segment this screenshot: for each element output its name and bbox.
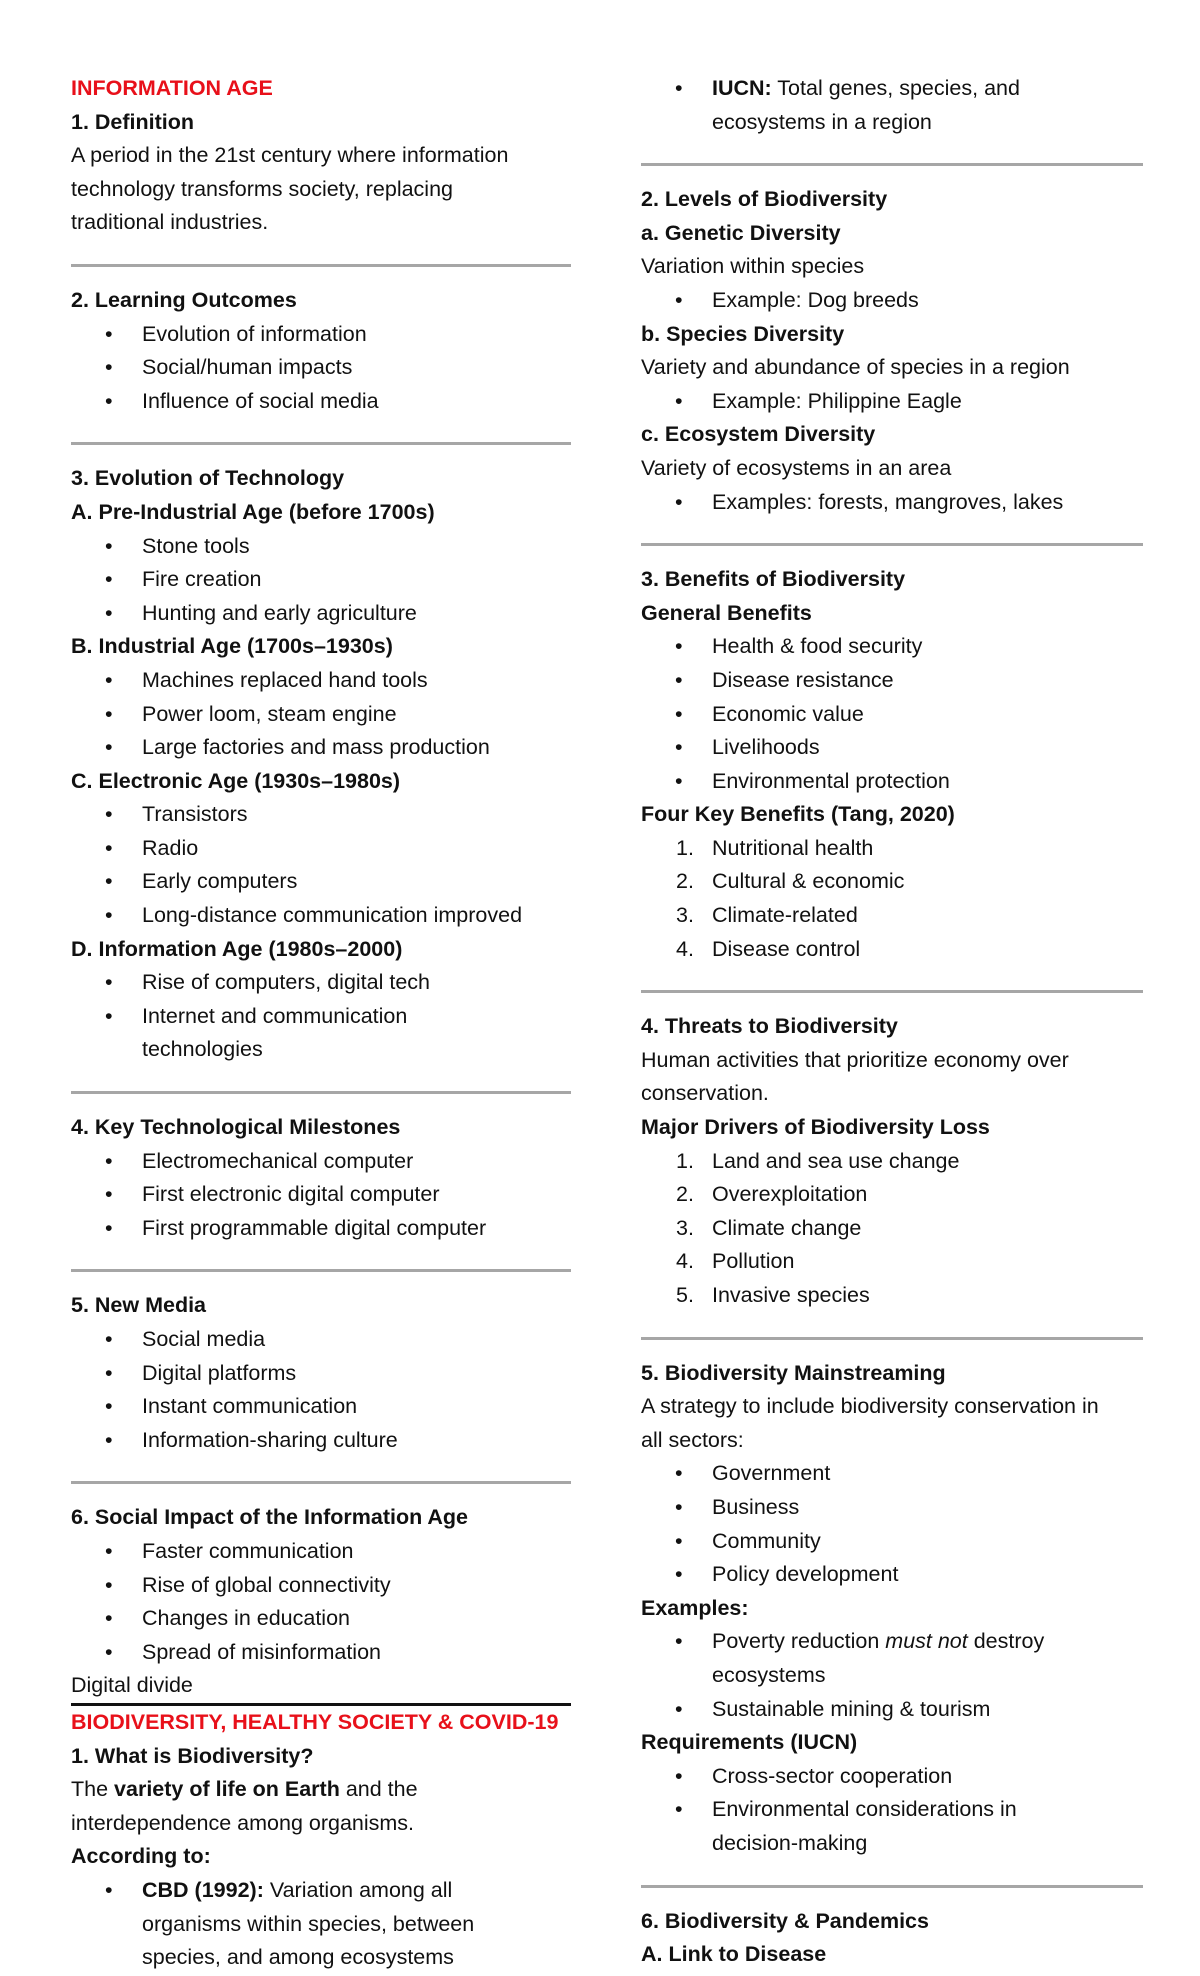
- list-item: • Poverty reduction must not destroy: [675, 1629, 1045, 1654]
- list-item: • Stone tools: [105, 533, 250, 558]
- subheading-species-diversity: b. Species Diversity: [641, 321, 845, 346]
- list-item: • Large factories and mass production: [105, 735, 490, 760]
- divider: [641, 1885, 1143, 1888]
- list-item: • Hunting and early agriculture: [105, 600, 417, 625]
- numbered-item: 5. Invasive species: [676, 1283, 870, 1307]
- list-item-continuation: ecosystems: [712, 1662, 826, 1687]
- list-item: • Fire creation: [105, 567, 262, 592]
- subheading-electronic: C. Electronic Age (1930s–1980s): [71, 768, 401, 793]
- section-title-information-age: INFORMATION AGE: [71, 76, 273, 100]
- text-threats-cont: conservation.: [641, 1081, 769, 1106]
- text-mainstreaming-cont: all sectors:: [641, 1427, 744, 1452]
- text-mainstreaming: A strategy to include biodiversity conservation in: [641, 1394, 1099, 1419]
- list-item: • Example: Philippine Eagle: [675, 388, 962, 413]
- list-item: • Government: [675, 1461, 831, 1486]
- subheading-ecosystem-diversity: c. Ecosystem Diversity: [641, 422, 876, 447]
- subheading-major-drivers: Major Drivers of Biodiversity Loss: [641, 1115, 990, 1140]
- list-item-cbd: • CBD (1992): Variation among all: [105, 1877, 453, 1902]
- divider: [71, 1091, 571, 1094]
- list-item: • Internet and communication: [105, 1003, 408, 1028]
- heading-definition: 1. Definition: [71, 109, 195, 134]
- list-item: • Disease resistance: [675, 667, 894, 692]
- numbered-item: 1. Nutritional health: [676, 835, 874, 860]
- subheading-four-key-benefits: Four Key Benefits (Tang, 2020): [641, 802, 955, 827]
- heading-evolution-of-technology: 3. Evolution of Technology: [71, 466, 345, 491]
- list-item: • Digital platforms: [105, 1360, 297, 1385]
- heading-mainstreaming: 5. Biodiversity Mainstreaming: [641, 1360, 946, 1385]
- subheading-genetic-diversity: a. Genetic Diversity: [641, 220, 841, 245]
- list-item-continuation: species, and among ecosystems: [142, 1945, 454, 1970]
- list-item: • Economic value: [675, 701, 864, 726]
- divider: [71, 264, 571, 267]
- heading-learning-outcomes: 2. Learning Outcomes: [71, 287, 297, 312]
- definition-line: technology transforms society, replacing: [71, 176, 454, 201]
- subheading-requirements: Requirements (IUCN): [641, 1730, 858, 1755]
- numbered-item: 3. Climate-related: [676, 903, 858, 928]
- numbered-item: 4. Pollution: [676, 1249, 795, 1274]
- list-item-iucn: • IUCN: Total genes, species, and: [675, 76, 1020, 100]
- subheading-link-to-disease: A. Link to Disease: [641, 1942, 827, 1967]
- list-item: • Business: [675, 1494, 800, 1519]
- definition-line: A period in the 21st century where information: [71, 143, 509, 168]
- list-item: • Evolution of information: [105, 321, 367, 346]
- subheading-general-benefits: General Benefits: [641, 600, 812, 625]
- list-item: • First programmable digital computer: [105, 1215, 487, 1240]
- text-digital-divide: Digital divide: [71, 1673, 193, 1698]
- list-item-continuation: decision-making: [712, 1830, 868, 1855]
- divider: [641, 543, 1143, 546]
- list-item: • Radio: [105, 835, 199, 860]
- list-item: • Machines replaced hand tools: [105, 667, 428, 692]
- list-item: • Faster communication: [105, 1538, 354, 1563]
- list-item: • Rise of computers, digital tech: [105, 970, 430, 995]
- list-item: • Community: [675, 1528, 821, 1553]
- list-item-continuation: organisms within species, between: [142, 1911, 475, 1936]
- subheading-pre-industrial: A. Pre-Industrial Age (before 1700s): [71, 499, 435, 524]
- list-item: • Examples: forests, mangroves, lakes: [675, 489, 1064, 514]
- heading-threats: 4. Threats to Biodiversity: [641, 1014, 898, 1039]
- numbered-item: 1. Land and sea use change: [676, 1148, 960, 1173]
- divider: [71, 1481, 571, 1484]
- text-species-diversity: Variety and abundance of species in a region: [641, 355, 1070, 380]
- list-item: • Cross-sector cooperation: [675, 1763, 953, 1788]
- list-item: • Changes in education: [105, 1606, 350, 1631]
- subheading-examples: Examples:: [641, 1595, 749, 1620]
- list-item: • Electromechanical computer: [105, 1148, 414, 1173]
- numbered-item: 3. Climate change: [676, 1215, 862, 1240]
- text-ecosystem-diversity: Variety of ecosystems in an area: [641, 455, 952, 480]
- biodiversity-definition-cont: interdependence among organisms.: [71, 1810, 415, 1835]
- text-genetic-diversity: Variation within species: [641, 254, 865, 279]
- list-item: • Transistors: [105, 802, 248, 827]
- heading-pandemics: 6. Biodiversity & Pandemics: [641, 1908, 929, 1933]
- heading-benefits: 3. Benefits of Biodiversity: [641, 567, 906, 592]
- list-item-continuation: technologies: [142, 1037, 263, 1062]
- text-threats: Human activities that prioritize economy over: [641, 1047, 1069, 1072]
- divider: [641, 990, 1143, 993]
- heading-levels-of-biodiversity: 2. Levels of Biodiversity: [641, 187, 888, 212]
- divider: [641, 1337, 1143, 1340]
- divider: [641, 163, 1143, 166]
- list-item: • Rise of global connectivity: [105, 1572, 391, 1597]
- list-item-continuation: ecosystems in a region: [712, 109, 932, 134]
- list-item: • Social media: [105, 1327, 266, 1351]
- list-item: • Health & food security: [675, 634, 923, 659]
- right-column: [641, 72, 1143, 1972]
- list-item: • Environmental protection: [675, 768, 950, 793]
- list-item: • Policy development: [675, 1562, 899, 1587]
- heading-new-media: 5. New Media: [71, 1293, 207, 1318]
- list-item: • Instant communication: [105, 1394, 358, 1419]
- heading-what-is-biodiversity: 1. What is Biodiversity?: [71, 1743, 314, 1768]
- heading-milestones: 4. Key Technological Milestones: [71, 1115, 401, 1140]
- numbered-item: 4. Disease control: [676, 936, 861, 961]
- section-title-biodiversity: BIODIVERSITY, HEALTHY SOCIETY & COVID-19: [71, 1709, 559, 1734]
- subheading-according-to: According to:: [71, 1844, 211, 1869]
- heading-social-impact: 6. Social Impact of the Information Age: [71, 1505, 469, 1530]
- list-item: • Example: Dog breeds: [675, 287, 919, 312]
- list-item: • First electronic digital computer: [105, 1182, 440, 1207]
- divider: [71, 1269, 571, 1272]
- definition-line: traditional industries.: [71, 210, 269, 235]
- list-item: • Livelihoods: [675, 735, 820, 760]
- numbered-item: 2. Overexploitation: [676, 1182, 868, 1207]
- subheading-information-age: D. Information Age (1980s–2000): [71, 936, 403, 961]
- list-item: • Environmental considerations in: [675, 1797, 1017, 1822]
- list-item: • Social/human impacts: [105, 355, 353, 380]
- list-item: • Power loom, steam engine: [105, 701, 397, 726]
- list-item: • Long-distance communication improved: [105, 903, 523, 928]
- list-item: • Early computers: [105, 869, 298, 894]
- numbered-item: 2. Cultural & economic: [676, 869, 905, 894]
- list-item: • Information-sharing culture: [105, 1427, 398, 1452]
- subheading-industrial: B. Industrial Age (1700s–1930s): [71, 634, 393, 659]
- list-item: • Spread of misinformation: [105, 1639, 381, 1664]
- list-item: • Sustainable mining & tourism: [675, 1696, 991, 1721]
- biodiversity-definition: The variety of life on Earth and the: [71, 1777, 418, 1802]
- left-column: [71, 72, 571, 1975]
- divider: [71, 442, 571, 445]
- list-item: • Influence of social media: [105, 388, 379, 413]
